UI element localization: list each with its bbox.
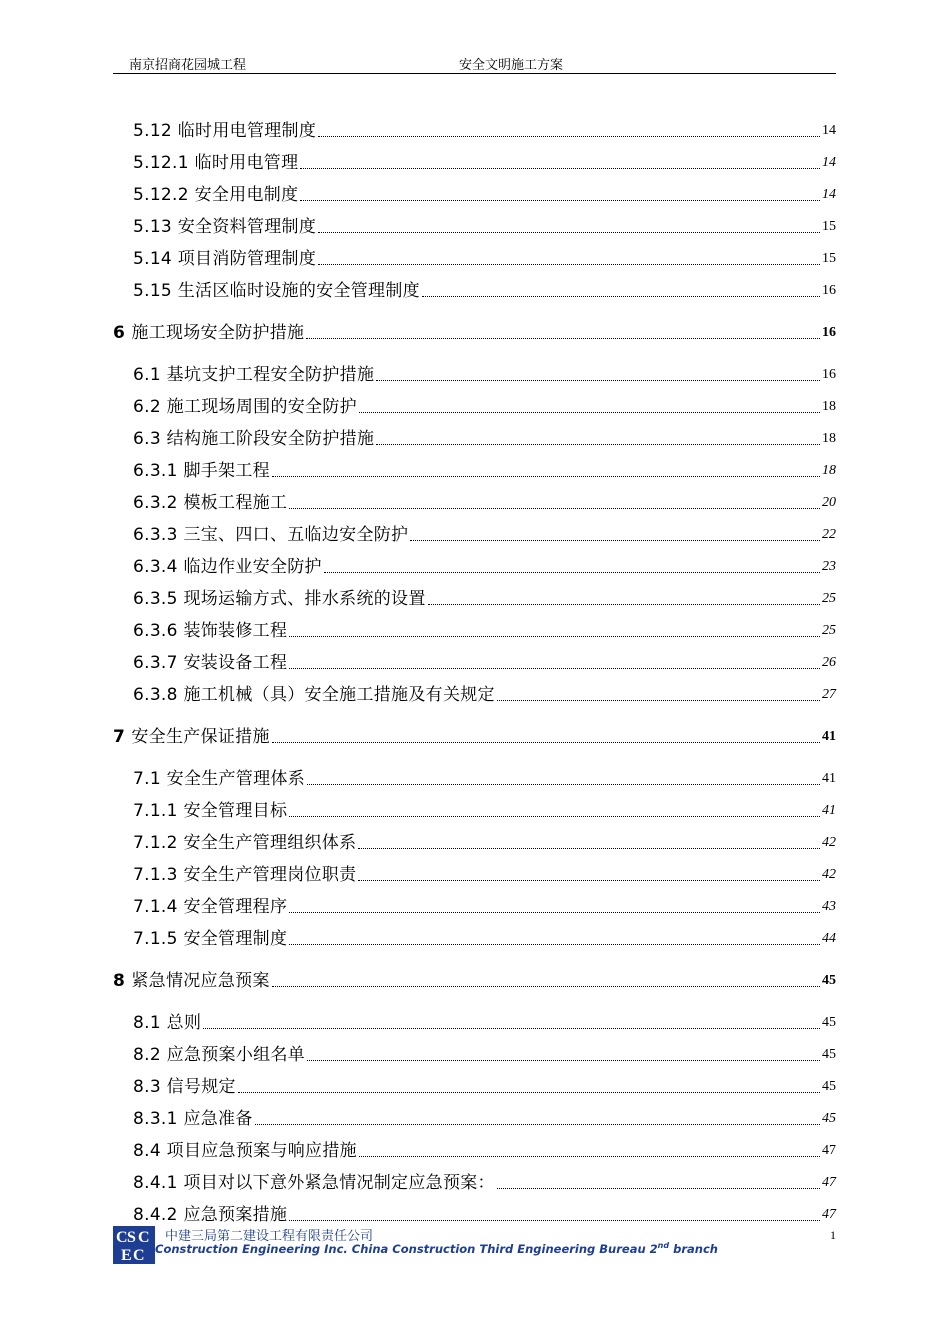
toc-entry-title: 5.12 临时用电管理制度 [133,121,317,141]
toc-entry-page: 18 [822,431,836,446]
toc-dot-leader [318,231,820,233]
toc-entry[interactable] [113,426,836,450]
toc-entry[interactable] [113,682,836,706]
toc-dot-leader [318,135,820,137]
toc-dot-leader [359,1155,820,1157]
toc-entry[interactable] [113,1202,836,1226]
toc-entry-page: 26 [822,655,836,670]
toc-entry-page: 43 [822,899,836,914]
toc-entry-title: 6.3.3 三宝、四口、五临边安全防护 [133,525,409,545]
toc-entry[interactable] [113,458,836,482]
toc-entry-title: 5.14 项目消防管理制度 [133,249,317,269]
toc-entry-page: 27 [822,687,836,702]
toc-entry-title: 6.3.5 现场运输方式、排水系统的设置 [133,589,426,609]
toc-dot-leader [497,1187,820,1189]
svg-text:C: C [138,1229,150,1246]
toc-entry-title: 7.1.4 安全管理程序 [133,897,288,917]
toc-entry[interactable] [113,150,836,174]
toc-dot-leader [289,507,820,509]
toc-dot-leader [376,443,820,445]
toc-entry[interactable] [113,586,836,610]
toc-entry-page: 18 [822,399,836,414]
toc-entry-title: 7.1.3 安全生产管理岗位职责 [133,865,357,885]
toc-dot-leader [359,411,820,413]
toc-entry-page: 14 [822,187,836,202]
toc-entry[interactable] [113,968,836,992]
toc-dot-leader [289,943,820,945]
toc-entry-title: 6.1 基坑支护工程安全防护措施 [133,365,375,385]
toc-chapter-number: 8 [113,971,126,991]
toc-entry-title: 8.3.1 应急准备 [133,1109,253,1129]
toc-entry-title: 7.1.2 安全生产管理组织体系 [133,833,357,853]
cscec-logo-icon [113,1226,155,1264]
toc-entry[interactable] [113,320,836,344]
toc-entry[interactable] [113,1138,836,1162]
toc-entry-title: 8.4.2 应急预案措施 [133,1205,288,1225]
toc-dot-leader [306,337,820,339]
toc-entry[interactable] [113,278,836,302]
toc-entry[interactable] [113,1074,836,1098]
toc-chapter-number: 7 [113,727,126,747]
toc-entry-title [113,726,270,748]
toc-entry-page: 45 [822,1111,836,1126]
toc-entry-title: 8.4 项目应急预案与响应措施 [133,1141,357,1161]
toc-dot-leader [410,539,820,541]
toc-entry[interactable] [113,490,836,514]
toc-dot-leader [272,741,820,743]
toc-entry[interactable] [113,1170,836,1194]
toc-entry-page: 42 [822,867,836,882]
toc-entry[interactable] [113,766,836,790]
toc-entry[interactable] [113,862,836,886]
toc-entry-title: 5.13 安全资料管理制度 [133,217,317,237]
toc-entry-title: 5.12.2 安全用电制度 [133,185,299,205]
toc-dot-leader [497,699,820,701]
toc-entry-page: 47 [822,1175,836,1190]
toc-entry[interactable] [113,798,836,822]
svg-text:S: S [127,1229,136,1246]
toc-dot-leader [289,815,820,817]
toc-dot-leader [203,1027,820,1029]
toc-dot-leader [289,667,820,669]
toc-dot-leader [255,1123,820,1125]
toc-dot-leader [238,1091,820,1093]
toc-entry-title: 8.2 应急预案小组名单 [133,1045,306,1065]
toc-entry-page: 25 [822,591,836,606]
toc-entry[interactable] [113,650,836,674]
toc-chapter-title: 紧急情况应急预案 [131,971,270,991]
toc-dot-leader [289,635,820,637]
toc-chapter-title: 施工现场安全防护措施 [131,323,305,343]
svg-text:E: E [121,1247,132,1264]
toc-dot-leader [272,475,820,477]
toc-entry[interactable] [113,394,836,418]
toc-entry[interactable] [113,554,836,578]
toc-dot-leader [300,199,820,201]
toc-entry-title: 6.3.7 安装设备工程 [133,653,288,673]
toc-dot-leader [318,263,820,265]
svg-text:C: C [133,1247,145,1264]
toc-entry-page: 18 [822,463,836,478]
toc-entry-page: 22 [822,527,836,542]
toc-entry-page: 23 [822,559,836,574]
toc-entry[interactable] [113,246,836,270]
toc-entry[interactable] [113,214,836,238]
page-footer [113,1226,836,1266]
toc-dot-leader [358,879,820,881]
toc-entry-title: 7.1.5 安全管理制度 [133,929,288,949]
toc-entry-title: 6.3.6 装饰装修工程 [133,621,288,641]
toc-entry-title: 8.4.1 项目对以下意外紧急情况制定应急预案： [133,1173,495,1193]
company-name-chinese: 中建三局第二建设工程有限责任公司 [165,1229,374,1244]
toc-entry[interactable] [113,894,836,918]
header-document-title: 安全文明施工方案 [459,58,564,73]
toc-entry-page: 45 [822,1079,836,1094]
toc-entry[interactable] [113,830,836,854]
toc-entry-title [113,970,270,992]
toc-entry-page: 41 [822,729,836,744]
toc-entry-title: 8.1 总则 [133,1013,202,1033]
toc-entry-title: 6.3.8 施工机械（具）安全施工措施及有关规定 [133,685,495,705]
toc-entry[interactable] [113,118,836,142]
toc-dot-leader [300,167,820,169]
toc-entry-page: 14 [822,123,836,138]
svg-text:C: C [116,1229,128,1246]
toc-chapter-number: 6 [113,323,126,343]
toc-entry[interactable] [113,522,836,546]
toc-entry-page: 16 [822,367,836,382]
toc-entry-page: 16 [822,283,836,298]
page-number: 1 [830,1228,836,1242]
toc-entry-page: 25 [822,623,836,638]
toc-entry-page: 42 [822,835,836,850]
company-name-english: Construction Engineering Inc. China Construction Third Engineering Bureau 2nd branch [155,1241,718,1256]
toc-dot-leader [422,295,820,297]
toc-entry[interactable] [113,926,836,950]
toc-dot-leader [307,1059,820,1061]
toc-chapter-title: 安全生产保证措施 [131,727,270,747]
toc-entry-page: 41 [822,803,836,818]
toc-entry-title: 5.15 生活区临时设施的安全管理制度 [133,281,420,301]
toc-entry-page: 41 [822,771,836,786]
toc-dot-leader [358,847,820,849]
page-header [113,50,836,74]
toc-entry-page: 45 [822,1015,836,1030]
header-project-name: 南京招商花园城工程 [129,58,247,73]
toc-entry-page: 15 [822,219,836,234]
toc-dot-leader [289,911,820,913]
toc-entry-title: 8.3 信号规定 [133,1077,236,1097]
toc-entry-page: 45 [822,1047,836,1062]
toc-entry-title: 7.1 安全生产管理体系 [133,769,306,789]
toc-entry-page: 47 [822,1207,836,1222]
toc-entry-page: 44 [822,931,836,946]
toc-dot-leader [428,603,820,605]
toc-entry[interactable] [113,1010,836,1034]
toc-entry-page: 14 [822,155,836,170]
toc-entry-page: 16 [822,325,836,340]
toc-entry-title: 6.2 施工现场周围的安全防护 [133,397,357,417]
toc-entry-title: 7.1.1 安全管理目标 [133,801,288,821]
toc-dot-leader [307,783,820,785]
toc-entry[interactable] [113,362,836,386]
toc-entry[interactable] [113,1106,836,1130]
toc-entry-page: 15 [822,251,836,266]
toc-entry-page: 20 [822,495,836,510]
toc-entry[interactable] [113,618,836,642]
toc-entry-title [113,322,304,344]
toc-entry-title: 6.3.4 临边作业安全防护 [133,557,322,577]
toc-entry-title: 6.3.1 脚手架工程 [133,461,270,481]
toc-entry[interactable] [113,182,836,206]
toc-entry[interactable] [113,724,836,748]
toc-entry-title: 5.12.1 临时用电管理 [133,153,299,173]
toc-entry-title: 6.3.2 模板工程施工 [133,493,288,513]
company-logo [113,1226,155,1264]
toc-entry-page: 45 [822,973,836,988]
toc-dot-leader [289,1219,820,1221]
toc-entry-page: 47 [822,1143,836,1158]
toc-entry-title: 6.3 结构施工阶段安全防护措施 [133,429,375,449]
toc-dot-leader [324,571,820,573]
toc-dot-leader [376,379,820,381]
toc-dot-leader [272,985,820,987]
toc-entry[interactable] [113,1042,836,1066]
